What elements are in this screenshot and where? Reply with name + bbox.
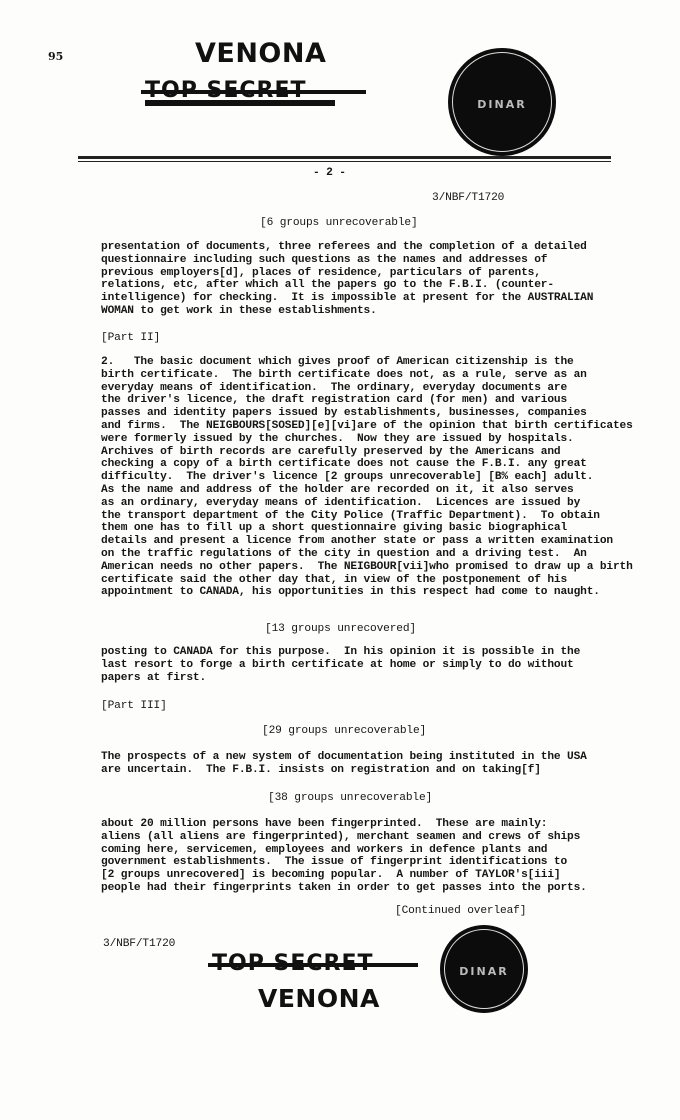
page-mark: 95 bbox=[48, 50, 64, 63]
gap-note: [6 groups unrecoverable] bbox=[260, 217, 418, 229]
text-line: them one has to fill up a short questionnaire giving basic biographical bbox=[101, 522, 568, 535]
stamp-label: DINAR bbox=[459, 965, 509, 979]
text-line: are uncertain. The F.B.I. insists on registration and on taking[f] bbox=[101, 763, 541, 776]
text-line: WOMAN to get work in these establishments. bbox=[101, 304, 377, 317]
text-line: relations, etc, after which all the papers go to the F.B.I. (counter- bbox=[101, 279, 554, 292]
text-line: the transport department of the City Police (Traffic Department). To obtain bbox=[101, 509, 600, 522]
gap-note: [38 groups unrecoverable] bbox=[268, 792, 433, 804]
dinar-stamp-top bbox=[448, 48, 556, 156]
text-line: 2. The basic document which gives proof of American citizenship is the bbox=[101, 356, 574, 368]
text-line: checking a copy of a birth certificate does not cause the F.B.I. any great bbox=[101, 458, 587, 471]
text-line: previous employers[d], places of residence, particulars of parents, bbox=[101, 266, 541, 279]
footer-reference: 3/NBF/T1720 bbox=[103, 938, 176, 950]
text-line: last resort to forge a birth certificate at home or simply to do without bbox=[101, 658, 574, 671]
text-line: the driver's licence, the draft registration card (for men) and various bbox=[101, 394, 568, 407]
text-line: details and present a licence from another state or pass a written examination bbox=[101, 535, 613, 548]
text-line: government establishments. The issue of fingerprint identifications to bbox=[101, 856, 568, 869]
gap-note: [29 groups unrecoverable] bbox=[262, 725, 427, 737]
paragraph-2 bbox=[101, 356, 633, 599]
paragraph-3 bbox=[101, 646, 580, 684]
gap-note: [13 groups unrecovered] bbox=[265, 623, 416, 635]
text-line: were formerly issued by the churches. Now they are issued by hospitals. bbox=[101, 432, 574, 445]
divider bbox=[78, 161, 611, 162]
venona-title: VENONA bbox=[195, 38, 327, 69]
paragraph-1 bbox=[101, 241, 593, 318]
text-line: The prospects of a new system of documentation being instituted in the USA bbox=[101, 751, 587, 763]
footer-top-secret-struck bbox=[212, 951, 374, 976]
text-line: on the traffic regulations of the city in question and a driving test. An bbox=[101, 547, 587, 560]
text-line: passes and identity papers issued by establishments, businesses, companies bbox=[101, 407, 587, 420]
text-line: questionnaire including such questions as the names and addresses of bbox=[101, 253, 548, 266]
text-line: papers at first. bbox=[101, 671, 207, 684]
continued-note: [Continued overleaf] bbox=[395, 905, 527, 917]
text-line: certificate said the other day that, in view of the postponement of his bbox=[101, 573, 568, 586]
text-line: as an ordinary, everyday means of identification. Licences are issued by bbox=[101, 496, 581, 509]
text-line: birth certificate. The birth certificate does not, as a rule, serve as an bbox=[101, 368, 587, 381]
divider bbox=[78, 156, 611, 159]
dinar-stamp-bottom bbox=[440, 925, 528, 1013]
paragraph-5 bbox=[101, 818, 587, 895]
stamp-label: DINAR bbox=[477, 97, 527, 111]
paragraph-4 bbox=[101, 751, 587, 777]
text-line: difficulty. The driver's licence [2 groups unrecoverable] [B% each] adult. bbox=[101, 471, 594, 484]
text-line: As the name and address of the holder are recorded on it, it also serves bbox=[101, 483, 574, 496]
part-heading: [Part III] bbox=[101, 700, 167, 712]
text-line: intelligence) for checking. It is impossible at present for the AUSTRALIAN bbox=[101, 292, 594, 305]
part-heading: [Part II] bbox=[101, 332, 161, 344]
page-number: - 2 - bbox=[313, 167, 346, 179]
reference-number: 3/NBF/T1720 bbox=[432, 192, 505, 204]
footer-venona-title: VENONA bbox=[258, 984, 380, 1013]
text-line: Archives of birth records are carefully preserved by the Americans and bbox=[101, 445, 561, 458]
text-line: coming here, servicemen, employees and workers in defence plants and bbox=[101, 843, 548, 856]
text-line: everyday means of identification. The ordinary, everyday documents are bbox=[101, 381, 568, 394]
text-line: appointment to CANADA, his opportunities in this respect had come to naught. bbox=[101, 586, 600, 599]
text-line: and firms. The NEIGBOURS[SOSED][e][vi]are of the opinion that birth certificates bbox=[101, 419, 633, 432]
text-line: [2 groups unrecovered] is becoming popular. A number of TAYLOR's[iii] bbox=[101, 869, 561, 882]
text-line: American needs no other papers. The NEIGBOUR[vii]who promised to draw up a birth bbox=[101, 560, 633, 573]
text-line: presentation of documents, three referees and the completion of a detailed bbox=[101, 241, 587, 253]
text-line: about 20 million persons have been fingerprinted. These are mainly: bbox=[101, 818, 548, 830]
text-line: posting to CANADA for this purpose. In his opinion it is possible in the bbox=[101, 646, 581, 658]
text-line: aliens (all aliens are fingerprinted), merchant seamen and crews of ships bbox=[101, 830, 581, 843]
text-line: people had their fingerprints taken in order to get passes into the ports. bbox=[101, 881, 587, 894]
top-secret-struck bbox=[145, 78, 307, 103]
